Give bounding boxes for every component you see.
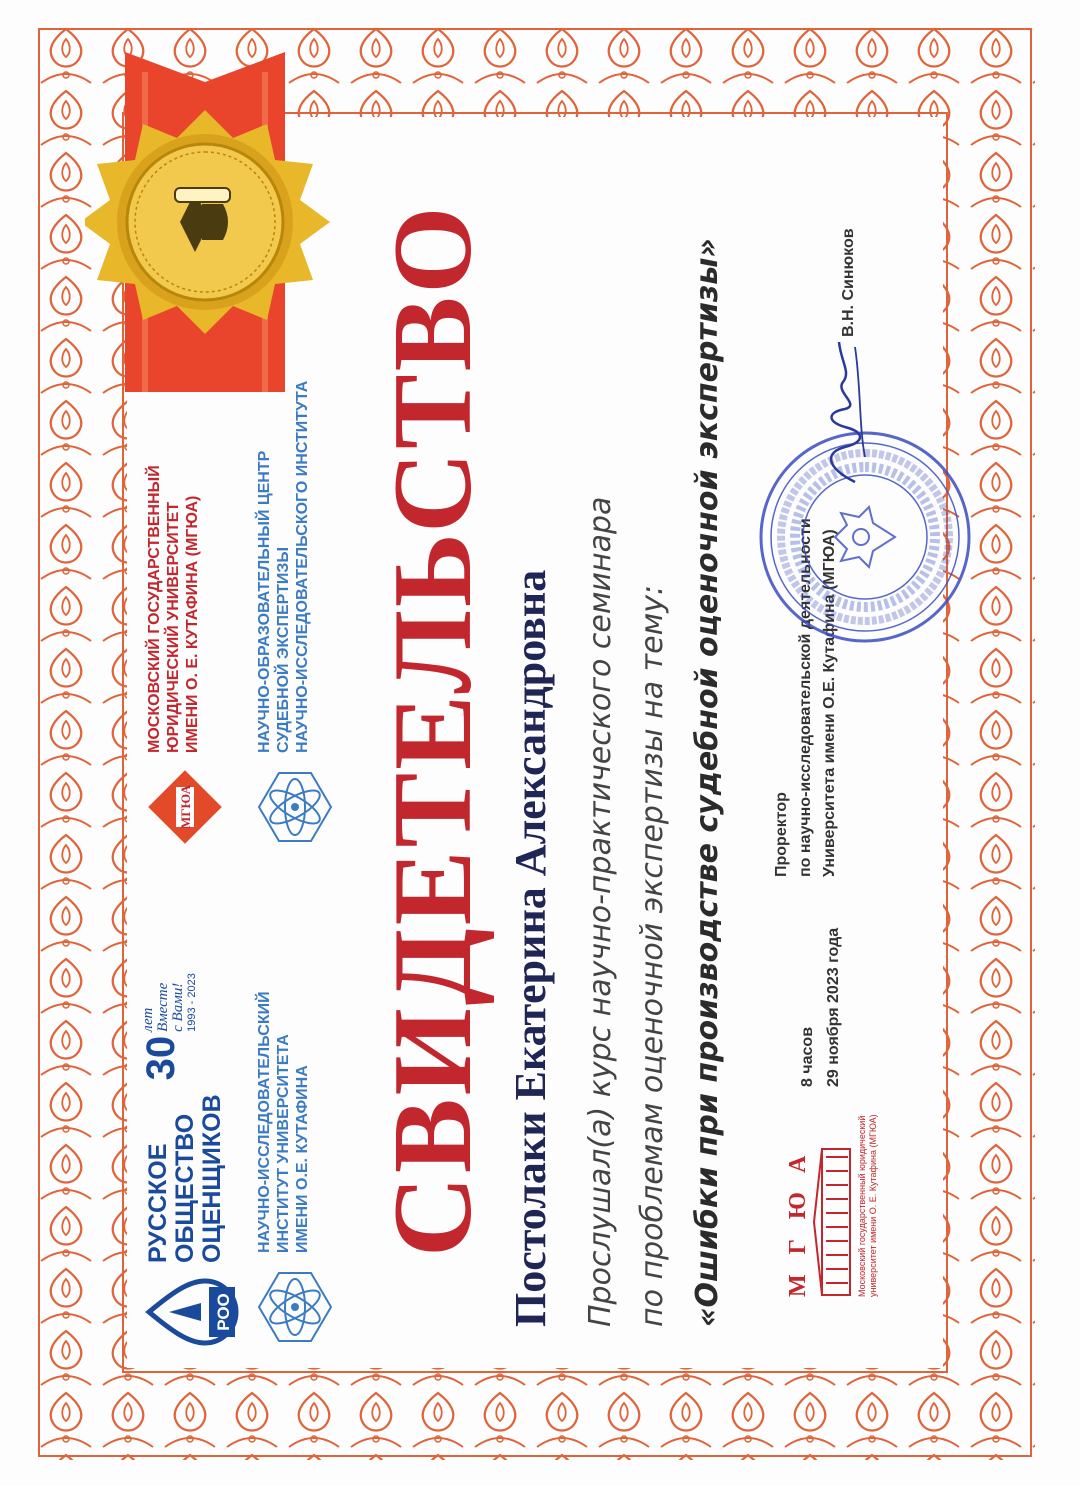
svg-text:РОО: РОО — [214, 1293, 233, 1331]
mgua-name-line: МОСКОВСКИЙ ГОСУДАРСТВЕННЫЙ — [146, 465, 163, 753]
position-line: Проректор — [773, 792, 790, 877]
center-name — [255, 381, 312, 753]
institute-logo — [255, 991, 335, 1347]
institute-name-line: ИНСТИТУТ УНИВЕРСИТЕТА — [275, 1034, 292, 1253]
anniversary-suffix: лет — [140, 1007, 156, 1032]
center-name-line: СУДЕБНОЙ ЭКСПЕРТИЗЫ — [275, 546, 292, 753]
atom-icon — [255, 767, 335, 847]
course-line-2: по проблемам оценочной экспертизы на тему: — [635, 584, 670, 1327]
mgua-diamond-icon — [145, 767, 225, 847]
roo-name-line: ОБЩЕСТВО — [171, 1113, 199, 1263]
mgua-caption-1: Московский государственный юридический — [857, 1115, 867, 1297]
course-topic: «Ошибки при производстве судебной оценочной экспертизы» — [690, 238, 725, 1327]
roo-logo — [139, 973, 241, 1347]
anniversary-number: 30 — [139, 1035, 183, 1081]
anniversary-years: 1993 - 2023 — [186, 973, 198, 1032]
recipient-name: Постолаки Екатерина Александровна — [506, 569, 555, 1327]
mgua-name-line: ЮРИДИЧЕСКИЙ УНИВЕРСИТЕТ — [165, 501, 182, 753]
signatory-name: В.Н. Синюков — [840, 228, 857, 337]
roo-name-line: ОЦЕНЩИКОВ — [198, 1094, 226, 1263]
logo-row — [105, 77, 355, 1407]
mgua-footer-logo — [785, 1114, 879, 1297]
certificate-content — [105, 77, 1005, 1407]
anniversary-motto-1: Вместе — [155, 982, 171, 1032]
mgua-name-line: ИМЕНИ О. Е. КУТАФИНА (МГЮА) — [184, 495, 201, 753]
roo-emblem-icon — [145, 1277, 241, 1347]
course-line-1: Прослушал(а) курс научно-практического семинара — [583, 496, 618, 1327]
footer — [773, 77, 985, 1407]
roo-name-line: РУССКОЕ — [144, 1143, 172, 1263]
university-building-icon — [812, 1147, 852, 1297]
roo-anniversary — [141, 973, 198, 1080]
center-logo — [255, 381, 335, 847]
institute-name-line: НАУЧНО-ИССЛЕДОВАТЕЛЬСКИЙ — [256, 991, 273, 1253]
date: 29 ноября 2023 года — [825, 927, 842, 1087]
date-block — [795, 928, 847, 1087]
handwritten-signature — [815, 337, 875, 487]
position-line: по научно-исследовательской деятельности — [797, 518, 814, 877]
gold-seal-ribbon — [85, 52, 345, 392]
roo-name — [145, 1094, 226, 1263]
hours: 8 часов — [799, 1026, 816, 1087]
atom-icon — [255, 1267, 335, 1347]
institute-name — [255, 991, 312, 1253]
mgua-letters: МГЮА — [785, 1135, 811, 1297]
position-line: Университета имени О.Е. Кутафина (МГЮА) — [821, 529, 838, 877]
institute-name-line: ИМЕНИ О.Е. КУТАФИНА — [294, 1065, 311, 1253]
center-name-line: НАУЧНО-ОБРАЗОВАТЕЛЬНЫЙ ЦЕНТР — [256, 450, 273, 753]
mgua-name — [145, 465, 202, 753]
mgua-logo — [145, 465, 225, 847]
certificate-title: СВИДЕТЕЛЬСТВО — [371, 203, 495, 1257]
anniversary-motto-2: с Вами! — [170, 982, 186, 1032]
mgua-caption-2: университет имени О. Е. Кутафина (МГЮА) — [868, 1114, 878, 1297]
center-name-line: НАУЧНО-ИССЛЕДОВАТЕЛЬСКОГО ИНСТИТУТА — [294, 380, 311, 753]
svg-text:МГЮА: МГЮА — [178, 784, 193, 830]
